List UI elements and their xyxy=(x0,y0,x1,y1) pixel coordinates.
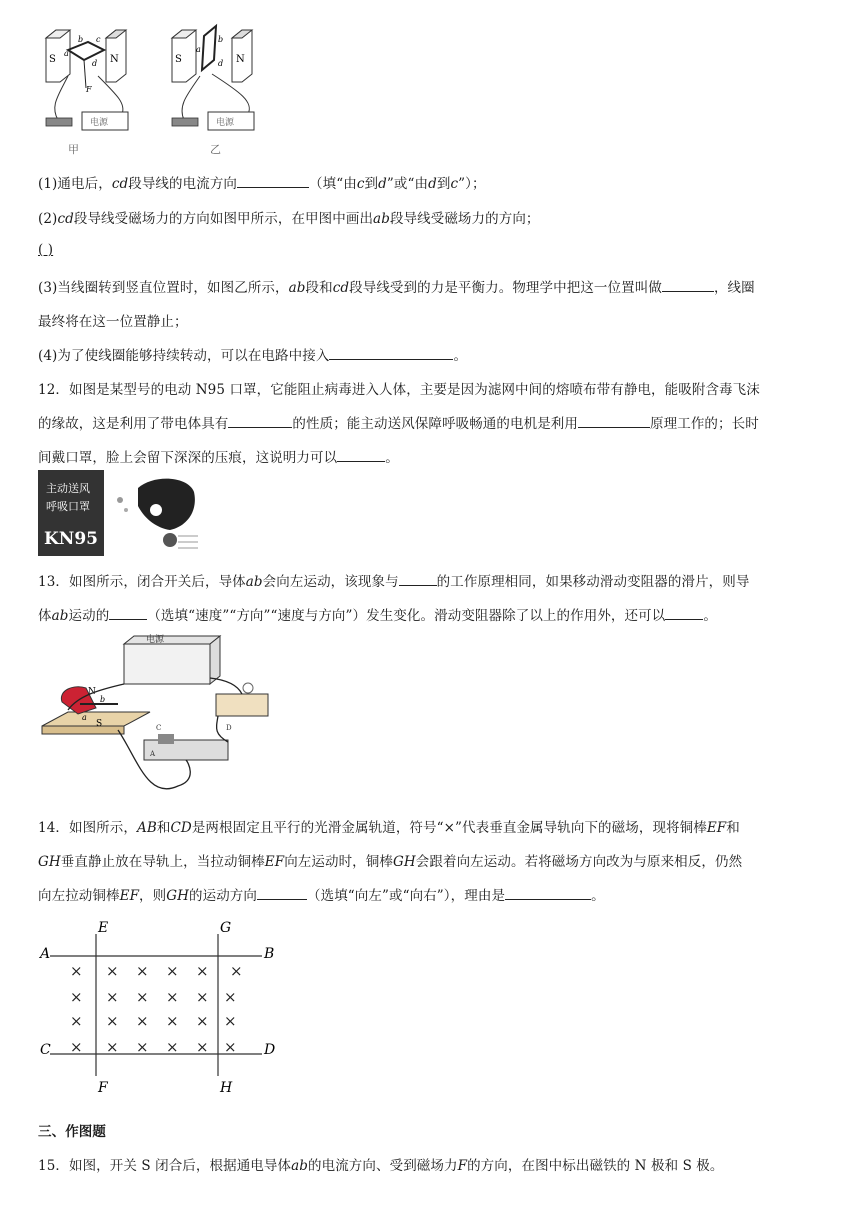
svg-text:C: C xyxy=(40,1042,51,1058)
svg-text:H: H xyxy=(220,1080,233,1096)
field-cross: × xyxy=(136,1012,149,1030)
svg-text:G: G xyxy=(220,920,232,936)
mask-text-kn95: KN95 xyxy=(44,529,98,549)
svg-text:S: S xyxy=(175,54,182,65)
answer-blank[interactable] xyxy=(228,414,292,429)
svg-text:b: b xyxy=(78,35,84,44)
q15-line1: 15．如图，开关 S 闭合后，根据通电导体ab的电流方向、受到磁场力F的方向，在图中标出磁铁的 N 极和 S 极。 xyxy=(38,1158,724,1174)
svg-text:a: a xyxy=(64,49,69,58)
q12-line3: 间戴口罩，脸上会留下深深的压痕，这说明力可以 。 xyxy=(38,446,399,466)
field-cross: × xyxy=(196,962,209,980)
answer-blank[interactable] xyxy=(109,606,147,621)
answer-blank[interactable] xyxy=(505,886,591,901)
answer-blank[interactable] xyxy=(329,346,453,361)
field-cross: × xyxy=(196,1012,209,1030)
svg-text:D: D xyxy=(226,724,232,732)
field-cross: × xyxy=(106,1038,119,1056)
answer-blank[interactable] xyxy=(578,414,650,429)
svg-text:d: d xyxy=(218,59,224,68)
field-cross: × xyxy=(136,1038,149,1056)
field-cross: × xyxy=(196,988,209,1006)
svg-text:C: C xyxy=(156,724,162,732)
svg-text:A: A xyxy=(40,946,51,962)
field-cross: × xyxy=(70,988,83,1006)
svg-text:a: a xyxy=(82,713,87,722)
field-cross: × xyxy=(224,1038,237,1056)
answer-blank[interactable] xyxy=(337,448,385,463)
field-cross: × xyxy=(136,962,149,980)
field-cross: × xyxy=(106,962,119,980)
magnet-n: N xyxy=(88,687,96,697)
q14-line3: 向左拉动铜棒EF，则GH的运动方向 （选填“向左”或“向右”），理由是 。 xyxy=(38,884,605,904)
field-cross: × xyxy=(136,988,149,1006)
q11-part4: (4)为了使线圈能够持续转动，可以在电路中接入 。 xyxy=(38,344,467,364)
magnet-s: S xyxy=(96,719,103,729)
q12-line1: 12．如图是某型号的电动 N95 口罩，它能阻止病毒进入人体，主要是因为滤网中间的熔喷布带有静电，能吸附含毒飞沫 xyxy=(38,382,760,398)
answer-blank[interactable] xyxy=(257,886,307,901)
answer-blank[interactable] xyxy=(237,174,309,189)
figure-yi xyxy=(172,26,254,156)
q14-line1: 14．如图所示，AB和CD是两根固定且平行的光滑金属轨道，符号“×”代表垂直金属导轨向下的磁场，现将铜棒EF和 xyxy=(38,820,740,836)
svg-text:F: F xyxy=(86,85,92,94)
caption-jia: 甲 xyxy=(68,143,79,156)
motor-circuit-figure xyxy=(38,630,274,806)
motor-figure xyxy=(38,16,268,158)
q11-part3-line2: 最终将在这一位置静止； xyxy=(38,314,188,330)
answer-blank[interactable] xyxy=(662,278,714,293)
q14-line2: GH垂直静止放在导轨上，当拉动铜棒EF向左运动时，铜棒GH会跟着向左运动。若将磁场方向改为与原来相反，仍然 xyxy=(38,854,743,870)
magnet-n-label: N xyxy=(110,54,119,65)
field-cross: × xyxy=(106,988,119,1006)
mask-text-1: 主动送风 xyxy=(46,482,90,495)
field-cross: × xyxy=(224,988,237,1006)
svg-text:b: b xyxy=(218,35,224,44)
q13-line2: 体ab运动的 （选填“速度”“方向”“速度与方向”）发生变化。滑动变阻器除了以上的作用外，还可以 。 xyxy=(38,604,717,624)
field-cross: × xyxy=(70,962,83,980)
field-cross: × xyxy=(166,1038,179,1056)
answer-blank[interactable] xyxy=(399,572,437,587)
field-cross: × xyxy=(224,1012,237,1030)
svg-text:a: a xyxy=(196,45,201,54)
mask-text-2: 呼吸口罩 xyxy=(46,500,90,513)
svg-text:电源: 电源 xyxy=(216,118,235,128)
field-cross: × xyxy=(166,962,179,980)
field-cross: × xyxy=(166,988,179,1006)
figure-jia xyxy=(46,30,128,156)
section-title: 三、作图题 xyxy=(38,1124,106,1140)
field-cross: × xyxy=(70,1038,83,1056)
svg-text:A: A xyxy=(150,750,156,758)
field-cross: × xyxy=(70,1012,83,1030)
q11-part3: (3)当线圈转到竖直位置时，如图乙所示，ab段和cd段导线受到的力是平衡力。物理学中把这一位置叫做 ，线圈 xyxy=(38,276,755,296)
field-cross: × xyxy=(230,962,243,980)
power-label: 电源 xyxy=(146,635,165,645)
field-cross: × xyxy=(106,1012,119,1030)
mask-image xyxy=(38,470,202,558)
q11-part1: (1)通电后，cd段导线的电流方向 （填“由c到d”或“由d到c”）； xyxy=(38,172,486,192)
q13-line1: 13．如图所示，闭合开关后，导体ab会向左运动，该现象与 的工作原理相同，如果移动滑动变阻器的滑片，则导 xyxy=(38,570,749,590)
field-cross: × xyxy=(166,1012,179,1030)
rail-diagram xyxy=(36,914,280,1100)
q12-line2: 的缘故，这是利用了带电体具有 的性质；能主动送风保障呼吸畅通的电机是利用 原理工作的；长时 xyxy=(38,412,759,432)
q11-part2-answer[interactable]: ( ) xyxy=(38,242,54,258)
svg-text:F: F xyxy=(98,1080,108,1096)
svg-text:b: b xyxy=(100,695,106,704)
svg-text:D: D xyxy=(264,1042,276,1058)
svg-text:B: B xyxy=(264,946,275,962)
magnet-s-label: S xyxy=(49,54,56,65)
power-label-jia: 电源 xyxy=(90,118,109,128)
caption-yi: 乙 xyxy=(210,143,221,156)
field-cross: × xyxy=(196,1038,209,1056)
svg-text:d: d xyxy=(92,59,98,68)
svg-text:E: E xyxy=(98,920,109,936)
answer-blank[interactable] xyxy=(665,606,703,621)
q11-part2: (2)cd段导线受磁场力的方向如图甲所示，在甲图中画出ab段导线受磁场力的方向； xyxy=(38,211,540,227)
svg-text:c: c xyxy=(96,35,101,44)
svg-text:N: N xyxy=(236,54,245,65)
